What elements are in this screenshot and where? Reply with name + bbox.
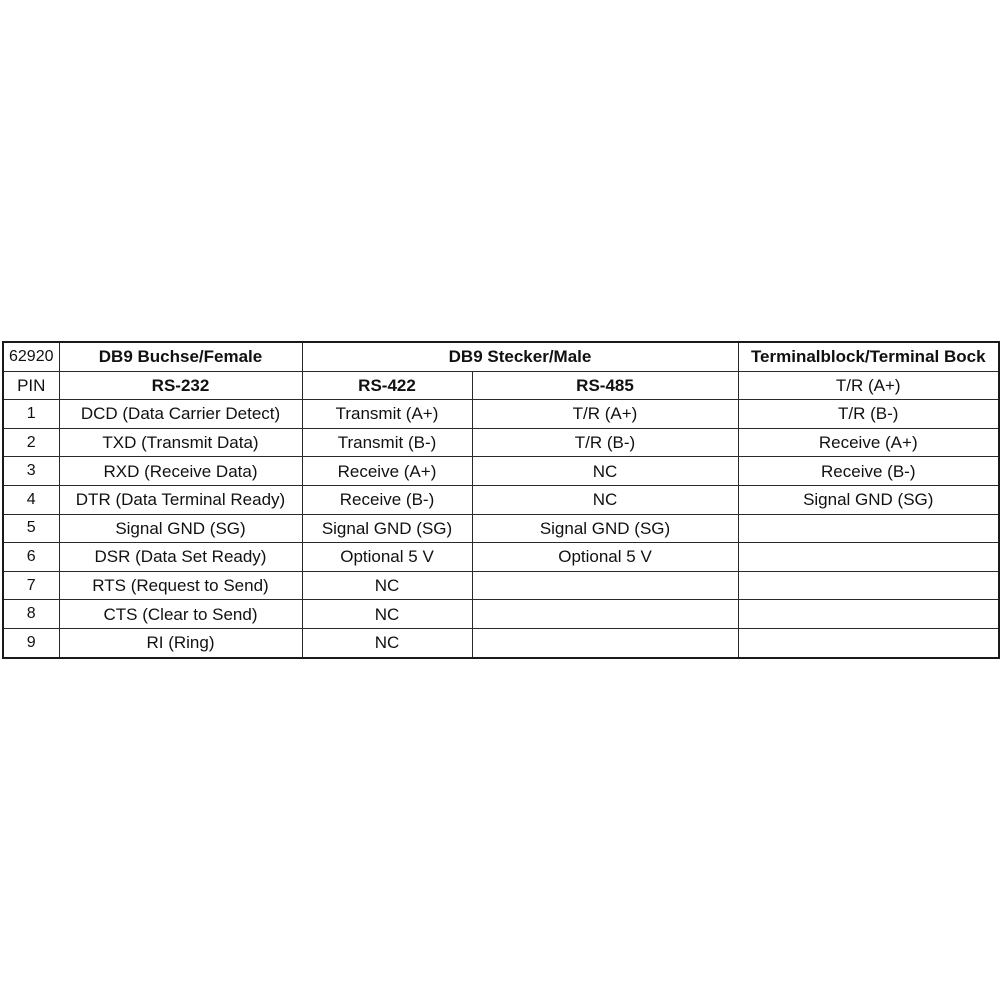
table-row bbox=[3, 600, 999, 629]
pin-number-cell: 2 bbox=[3, 428, 59, 457]
table-row bbox=[3, 485, 999, 514]
terminal-cell: Receive (B-) bbox=[738, 457, 999, 486]
terminal-cell: T/R (B-) bbox=[738, 400, 999, 429]
terminal-cell: Receive (A+) bbox=[738, 428, 999, 457]
pin-header: PIN bbox=[3, 371, 59, 400]
rs422-cell: Transmit (B-) bbox=[302, 428, 472, 457]
terminal-cell bbox=[738, 514, 999, 543]
rs422-cell: Optional 5 V bbox=[302, 543, 472, 572]
table-row bbox=[3, 428, 999, 457]
pin-number-cell: 6 bbox=[3, 543, 59, 572]
rs422-cell: Transmit (A+) bbox=[302, 400, 472, 429]
terminal-cell bbox=[738, 600, 999, 629]
rs232-cell: RI (Ring) bbox=[59, 628, 302, 657]
rs232-cell: RXD (Receive Data) bbox=[59, 457, 302, 486]
rs485-cell bbox=[472, 628, 738, 657]
rs485-cell: T/R (B-) bbox=[472, 428, 738, 457]
group-female-header: DB9 Buchse/Female bbox=[59, 342, 302, 371]
terminal-cell bbox=[738, 571, 999, 600]
table-row bbox=[3, 514, 999, 543]
rs422-cell: Receive (B-) bbox=[302, 485, 472, 514]
rs422-header: RS-422 bbox=[302, 371, 472, 400]
pinout-table bbox=[2, 341, 1000, 659]
group-terminal-header: Terminalblock/Terminal Bock bbox=[738, 342, 999, 371]
pin-number-cell: 1 bbox=[3, 400, 59, 429]
table-row bbox=[3, 571, 999, 600]
rs232-cell: RTS (Request to Send) bbox=[59, 571, 302, 600]
table-row bbox=[3, 400, 999, 429]
rs485-cell: Signal GND (SG) bbox=[472, 514, 738, 543]
group-header-row bbox=[3, 342, 999, 371]
pin-number-cell: 3 bbox=[3, 457, 59, 486]
table-row bbox=[3, 543, 999, 572]
rs232-cell: DTR (Data Terminal Ready) bbox=[59, 485, 302, 514]
group-male-header: DB9 Stecker/Male bbox=[302, 342, 738, 371]
rs232-cell: Signal GND (SG) bbox=[59, 514, 302, 543]
pin-number-cell: 7 bbox=[3, 571, 59, 600]
rs485-cell: T/R (A+) bbox=[472, 400, 738, 429]
pin-number-cell: 5 bbox=[3, 514, 59, 543]
rs422-cell: Receive (A+) bbox=[302, 457, 472, 486]
rs422-cell: Signal GND (SG) bbox=[302, 514, 472, 543]
terminal-cell bbox=[738, 628, 999, 657]
table-row bbox=[3, 457, 999, 486]
pin-number-cell: 8 bbox=[3, 600, 59, 629]
rs485-cell bbox=[472, 571, 738, 600]
rs485-header: RS-485 bbox=[472, 371, 738, 400]
rs422-cell: NC bbox=[302, 628, 472, 657]
rs485-cell: Optional 5 V bbox=[472, 543, 738, 572]
rs422-cell: NC bbox=[302, 600, 472, 629]
table-row bbox=[3, 628, 999, 657]
pin-number-cell: 9 bbox=[3, 628, 59, 657]
rs485-cell: NC bbox=[472, 457, 738, 486]
product-code: 62920 bbox=[3, 342, 59, 371]
rs232-cell: CTS (Clear to Send) bbox=[59, 600, 302, 629]
rs485-cell: NC bbox=[472, 485, 738, 514]
pin-number-cell: 4 bbox=[3, 485, 59, 514]
terminal-cell: Signal GND (SG) bbox=[738, 485, 999, 514]
rs232-cell: DSR (Data Set Ready) bbox=[59, 543, 302, 572]
rs422-cell: NC bbox=[302, 571, 472, 600]
column-header-row bbox=[3, 371, 999, 400]
terminal-cell bbox=[738, 543, 999, 572]
rs232-cell: TXD (Transmit Data) bbox=[59, 428, 302, 457]
rs485-cell bbox=[472, 600, 738, 629]
rs232-cell: DCD (Data Carrier Detect) bbox=[59, 400, 302, 429]
terminal-header: T/R (A+) bbox=[738, 371, 999, 400]
rs232-header: RS-232 bbox=[59, 371, 302, 400]
